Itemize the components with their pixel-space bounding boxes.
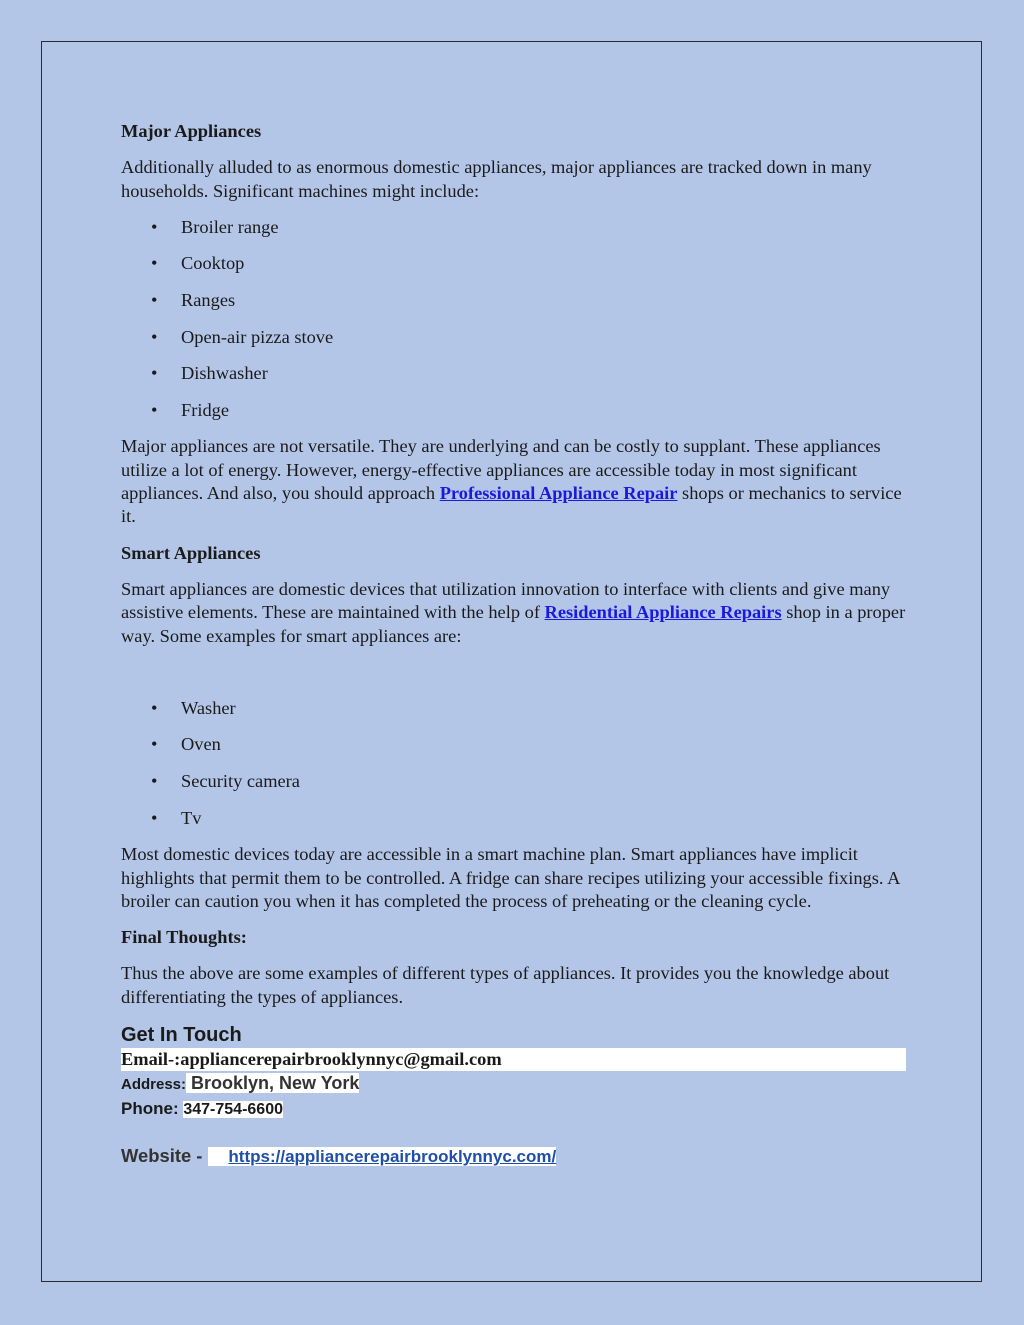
list-item: • Broiler range [121, 216, 906, 239]
list-item: • Oven [121, 733, 906, 756]
list-item: • Tv [121, 807, 906, 830]
major-appliances-summary [121, 435, 906, 528]
address-label: Address: [121, 1075, 187, 1093]
contact-phone [121, 1097, 906, 1122]
address-value: Brooklyn, New York [186, 1072, 360, 1093]
document-content [121, 120, 906, 1169]
summary-text: Major appliances are not versatile. They are underlying and can be costly to supplant. These appliances utilize a lot of energy. However, energy-effective appliances are accessible today in most significant appliances. And also, you should approach [121, 436, 881, 504]
list-item: • Fridge [121, 399, 906, 422]
list-item: • Washer [121, 697, 906, 720]
summary-text-end: shops or mechanics to service it. [121, 483, 902, 527]
smart-intro-text-end: shop in a proper way. Some examples for smart appliances are: [121, 602, 906, 646]
list-item: • Dishwasher [121, 362, 906, 385]
list-item: • Cooktop [121, 252, 906, 275]
major-appliances-list [121, 216, 906, 422]
smart-appliances-outro: Most domestic devices today are accessible in a smart machine plan. Smart appliances have implicit highlights that permit them to be controlled. A fridge can share recipes utilizing your accessible fixings. A broiler can caution you when it has completed the process of preheating or the cleaning cycle. [121, 844, 900, 911]
smart-intro-text: Smart appliances are domestic devices that utilization innovation to interface with clients and give many assistive elements. These are maintained with the help of [121, 578, 891, 623]
contact-website [121, 1144, 906, 1169]
residential-appliance-repairs-link[interactable]: Residential Appliance Repairs [544, 602, 782, 623]
list-item: • Security camera [121, 770, 906, 793]
final-thoughts-body: Thus the above are some examples of different types of appliances. It provides you the knowledge about differentiating the types of appliances. [121, 963, 890, 1007]
get-in-touch-heading: Get In Touch [121, 1023, 242, 1046]
phone-label: Phone: [121, 1098, 179, 1118]
list-item: • Ranges [121, 289, 906, 312]
heading-major-appliances: Major Appliances [121, 121, 262, 141]
smart-appliances-list [121, 697, 906, 830]
smart-appliances-intro [121, 578, 906, 648]
contact-email: Email-:appliancerepairbrooklynnyc@gmail.com [121, 1048, 906, 1071]
heading-smart-appliances: Smart Appliances [121, 542, 261, 563]
heading-final-thoughts: Final Thoughts: [121, 927, 247, 948]
website-label: Website - [121, 1144, 203, 1166]
phone-value: 347-754-6600 [183, 1100, 283, 1118]
website-link[interactable]: https://appliancerepairbrooklynnyc.com/ [208, 1147, 556, 1166]
spacer [121, 661, 906, 697]
major-appliances-intro: Additionally alluded to as enormous domestic appliances, major appliances are tracked down in many households. Significant machines might include: [121, 157, 872, 201]
contact-address [121, 1071, 906, 1097]
professional-appliance-repair-link[interactable]: Professional Appliance Repair [439, 483, 678, 504]
list-item: • Open-air pizza stove [121, 326, 906, 349]
